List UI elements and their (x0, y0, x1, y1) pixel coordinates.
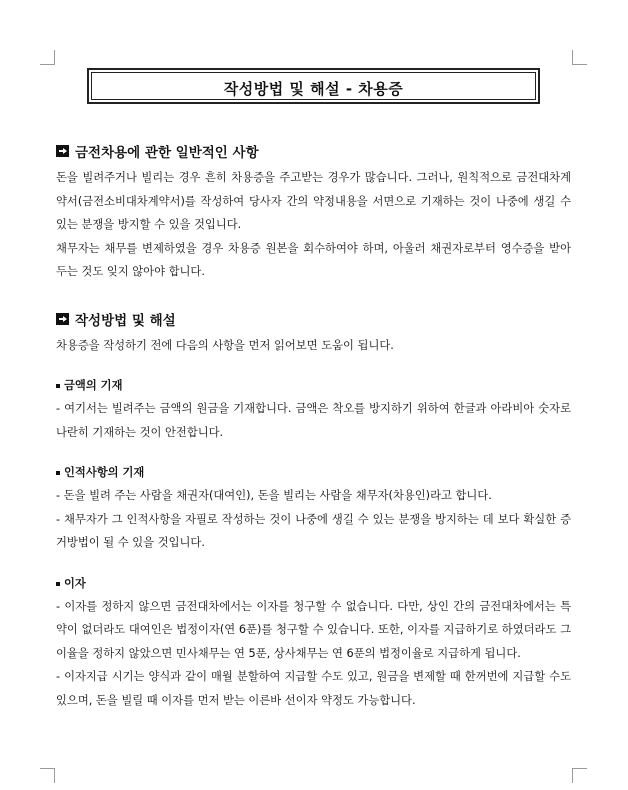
subheading-text: 금액의 기재 (64, 379, 123, 392)
section-heading-general (56, 140, 571, 162)
subheading-personal-info (56, 462, 571, 484)
paragraph: 채무자는 채무를 변제하였을 경우 차용증 원본을 회수하여야 하며, 아울러 채권자로부터 영수증을 받아 두는 것도 잊지 않아야 합니다. (56, 241, 571, 278)
bullet-icon (56, 582, 60, 586)
item-line: - 이자지급 시기는 양식과 같이 매월 분할하여 지급할 수도 있고, 원금을 변제할 때 한꺼번에 지급할 수도 있으며, 돈을 빌릴 때 이자를 먼저 받는 이른바 선이자 약정도 가능합니다. (56, 670, 571, 707)
paragraph: 돈을 빌려주거나 빌리는 경우 흔히 차용증을 주고받는 경우가 많습니다. 그러나, 원칙적으로 금전대차계약서(금전소비대차계약서)를 작성하여 당사자 간의 약정내용을 서면으로 기재하는 것이 나중에 생길 수 있는 분쟁을 방지할 수 있을 것입니다. (56, 171, 571, 231)
arrow-box-icon (56, 145, 69, 157)
section-heading-text: 금전차용에 관한 일반적인 사항 (75, 145, 259, 161)
item-line: - 돈을 빌려 주는 사람을 채권자(대여인), 돈을 빌리는 사람을 채무자(차용인)라고 합니다. (56, 489, 492, 502)
document-body (56, 140, 571, 712)
bullet-icon (56, 471, 60, 475)
crop-mark-top-left (40, 50, 55, 65)
item-line: - 이자를 정하지 않으면 금전대차에서는 이자를 청구할 수 없습니다. 다만, 상인 간의 금전대차에서는 특약이 없더라도 대여인은 법정이자(연 6푼)를 청구할 수 있습니다. 또한, 이자를 지급하기로 하였더라도 그 이율을 정하지 않았으면 민사채무는 연 5푼, 상사채무는 연 6푼의 법정이율로 지급하게 됩니다. (56, 599, 571, 660)
title-box (87, 68, 540, 104)
arrow-box-icon (56, 313, 69, 325)
crop-mark-top-right (572, 50, 587, 65)
subheading-text: 이자 (64, 576, 86, 590)
item-line: - 채무자가 그 인적사항을 자필로 작성하는 것이 나중에 생길 수 있는 분쟁을 방지하는 데 보다 확실한 증거방법이 될 수 있을 것입니다. (56, 512, 571, 549)
crop-mark-bottom-right (572, 768, 587, 783)
section-heading-method (56, 308, 571, 330)
intro-paragraph: 차용증을 작성하기 전에 다음의 사항을 먼저 읽어보면 도움이 됩니다. (56, 338, 394, 352)
document-title: 작성방법 및 해설 - 차용증 (223, 80, 404, 98)
subheading-text: 인적사항의 기재 (64, 466, 145, 479)
subheading-amount (56, 375, 571, 397)
subheading-interest (56, 573, 571, 595)
item-line: - 여기서는 빌려주는 금액의 원금을 기재합니다. 금액은 착오를 방지하기 위하여 한글과 아라비아 숫자로 나란히 기재하는 것이 안전합니다. (56, 402, 571, 439)
section-heading-text: 작성방법 및 해설 (75, 312, 176, 329)
bullet-icon (56, 384, 60, 388)
crop-mark-bottom-left (40, 768, 55, 783)
